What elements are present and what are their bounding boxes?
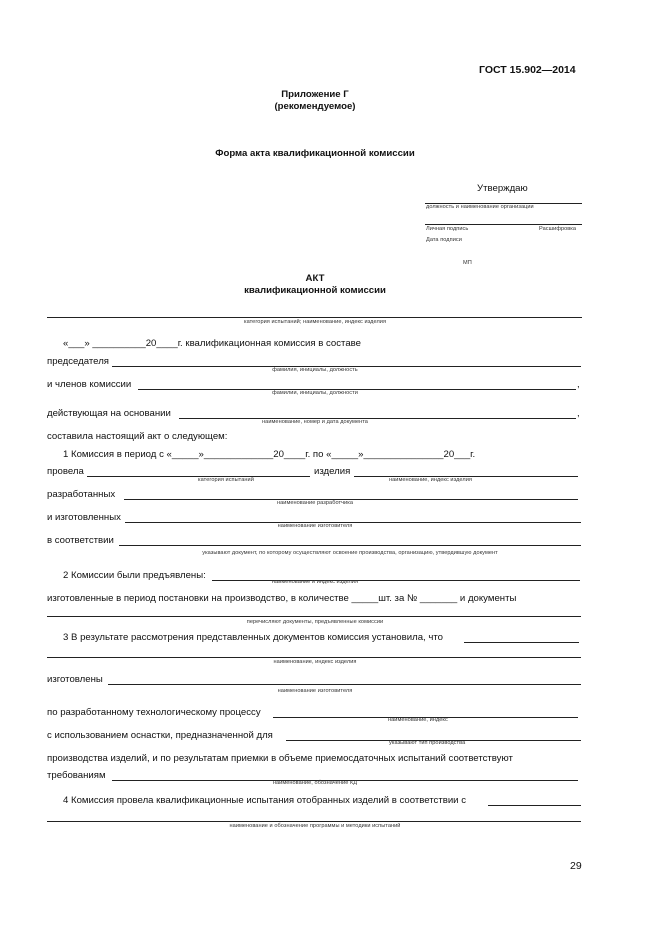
approve-label: Утверждаю bbox=[477, 183, 528, 194]
p1-accordance-caption: указывают документ, по которому осуществляют освоение производства, организацию, утвердившую документ bbox=[202, 550, 498, 556]
category-caption: категория испытаний; наименование, индекс изделия bbox=[243, 319, 387, 325]
p4-caption: наименование и обозначение программы и методики испытаний bbox=[229, 823, 401, 829]
basis-comma: , bbox=[577, 408, 580, 419]
p1-period-line: 1 Комиссия в период с «_____»_____________20____г. по «_____»_______________20___г. bbox=[63, 449, 476, 460]
category-line bbox=[47, 317, 582, 318]
p1-manufacturer-caption: наименование изготовителя bbox=[277, 523, 353, 529]
p3-requirements-label: требованиям bbox=[47, 770, 106, 781]
p3-process-caption: наименование, индекс bbox=[388, 717, 448, 723]
p3-manufactured-label: изготовлены bbox=[47, 674, 103, 685]
date-line: «___» __________20____г. квалификационная комиссия в составе bbox=[63, 338, 361, 349]
basis-caption: наименование, номер и дата документа bbox=[262, 419, 368, 425]
stamp-label: МП bbox=[463, 260, 472, 266]
p1-product-caption: наименование, индекс изделия bbox=[389, 477, 472, 483]
p1-conducted-label: провела bbox=[47, 466, 84, 477]
chairman-caption: фамилия, инициалы, должность bbox=[272, 367, 358, 373]
p1-product-label: изделия bbox=[314, 466, 351, 477]
p2-line: 2 Комиссии были предъявлены: bbox=[63, 570, 206, 581]
p3-product-line bbox=[47, 657, 581, 658]
standard-code: ГОСТ 15.902—2014 bbox=[479, 64, 576, 76]
p3-requirements-caption: наименование, обозначение КД bbox=[272, 780, 358, 786]
position-caption: должность и наименование организации bbox=[426, 204, 534, 210]
p1-developer-caption: наименование разработчика bbox=[276, 500, 354, 506]
p1-manufactured-label: и изготовленных bbox=[47, 512, 121, 523]
chairman-label: председателя bbox=[47, 356, 109, 367]
p3-manufacturer-caption: наименование изготовителя bbox=[277, 688, 353, 694]
page-number: 29 bbox=[570, 860, 582, 872]
p1-test-category-caption: категория испытаний bbox=[198, 477, 254, 483]
act-title: АКТ bbox=[305, 273, 325, 284]
signature-caption: Личная подпись bbox=[426, 226, 469, 232]
p3-line: 3 В результате рассмотрения представленных документов комиссия установила, что bbox=[63, 632, 443, 643]
p1-accordance-label: в соответствии bbox=[47, 535, 114, 546]
p3-tooling-caption: указывают тип производства bbox=[389, 740, 466, 746]
p3-manufacturer-line bbox=[108, 684, 581, 685]
p2-caption: наименование и индекс изделия bbox=[271, 579, 359, 585]
p1-accordance-line bbox=[119, 545, 581, 546]
compiled-label: составила настоящий акт о следующем: bbox=[47, 431, 228, 442]
appendix-status: (рекомендуемое) bbox=[274, 101, 356, 112]
p3-production-line: производства изделий, и по результатам приемки в объеме приемосдаточных испытаний соответствуют bbox=[47, 753, 513, 764]
signature-line bbox=[425, 224, 582, 225]
p2-docs-line bbox=[47, 616, 581, 617]
p3-caption: наименование, индекс изделия bbox=[273, 659, 357, 665]
p4-program-line bbox=[47, 821, 581, 822]
appendix-title: Приложение Г bbox=[281, 89, 349, 100]
members-caption: фамилии, инициалы, должности bbox=[272, 390, 358, 396]
p1-developed-label: разработанных bbox=[47, 489, 116, 500]
p2-docs-caption: перечисляют документы, предъявленные комиссии bbox=[246, 619, 384, 625]
form-title: Форма акта квалификационной комиссии bbox=[215, 148, 415, 159]
members-label: и членов комиссии bbox=[47, 379, 132, 390]
p4-line: 4 Комиссия провела квалификационные испытания отобранных изделий в соответствии с bbox=[63, 795, 466, 806]
date-caption: Дата подписи bbox=[426, 237, 462, 243]
decoding-caption: Расшифровка bbox=[539, 226, 577, 232]
members-comma: , bbox=[577, 379, 580, 390]
p2-line2: изготовленные в период постановки на производство, в количестве _____шт. за № _______ и документы bbox=[47, 593, 517, 604]
p4-doc-line bbox=[488, 805, 581, 806]
basis-label: действующая на основании bbox=[47, 408, 171, 419]
act-subtitle: квалификационной комиссии bbox=[244, 285, 386, 296]
p3-process-label: по разработанному технологическому процессу bbox=[47, 707, 261, 718]
p3-established-line bbox=[464, 642, 579, 643]
p3-tooling-label: с использованием оснастки, предназначенной для bbox=[47, 730, 273, 741]
